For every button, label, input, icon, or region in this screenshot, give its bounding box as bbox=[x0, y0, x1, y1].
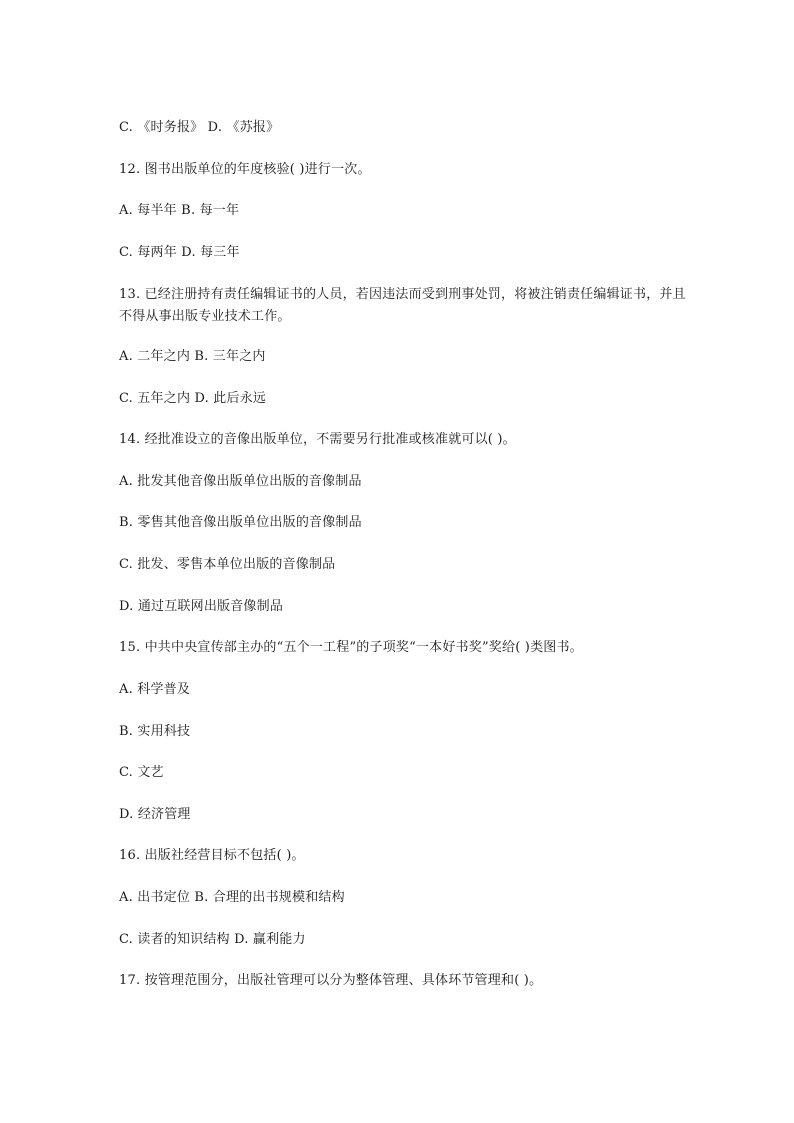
option-line-16-cd: C. 读者的知识结构 D. 赢利能力 bbox=[119, 932, 306, 947]
option-14-d: D. 通过互联网出版音像制品 bbox=[119, 599, 284, 614]
option-line-11-cd: C. 《时务报》 D. 《苏报》 bbox=[119, 120, 280, 135]
option-15-c: C. 文艺 bbox=[119, 765, 164, 780]
question-13: 13. 已经注册持有责任编辑证书的人员，若因违法而受到刑事处罚，将被注销责任编辑证书，并且不得从事出版专业技术工作。 bbox=[119, 287, 686, 324]
option-line-13-ab: A. 二年之内 B. 三年之内 bbox=[119, 349, 266, 364]
option-line-16-ab: A. 出书定位 B. 合理的出书规模和结构 bbox=[119, 890, 345, 905]
option-15-b: B. 实用科技 bbox=[119, 724, 191, 739]
option-15-d: D. 经济管理 bbox=[119, 807, 191, 822]
option-14-a: A. 批发其他音像出版单位出版的音像制品 bbox=[119, 474, 362, 489]
question-17: 17. 按管理范围分，出版社管理可以分为整体管理、具体环节管理和( )。 bbox=[119, 973, 543, 988]
question-15: 15. 中共中央宣传部主办的“五个一工程”的子项奖“一本好书奖”奖给( )类图书。 bbox=[119, 640, 583, 655]
question-16: 16. 出版社经营目标不包括( )。 bbox=[119, 848, 305, 863]
question-14: 14. 经批准设立的音像出版单位，不需要另行批准或核准就可以( )。 bbox=[119, 432, 516, 447]
option-14-c: C. 批发、零售本单位出版的音像制品 bbox=[119, 557, 336, 572]
option-14-b: B. 零售其他音像出版单位出版的音像制品 bbox=[119, 515, 362, 530]
question-12: 12. 图书出版单位的年度核验( )进行一次。 bbox=[119, 162, 371, 177]
option-line-12-ab: A. 每半年 B. 每一年 bbox=[119, 203, 240, 218]
option-line-12-cd: C. 每两年 D. 每三年 bbox=[119, 245, 240, 260]
option-line-13-cd: C. 五年之内 D. 此后永远 bbox=[119, 391, 267, 406]
option-15-a: A. 科学普及 bbox=[119, 682, 191, 697]
